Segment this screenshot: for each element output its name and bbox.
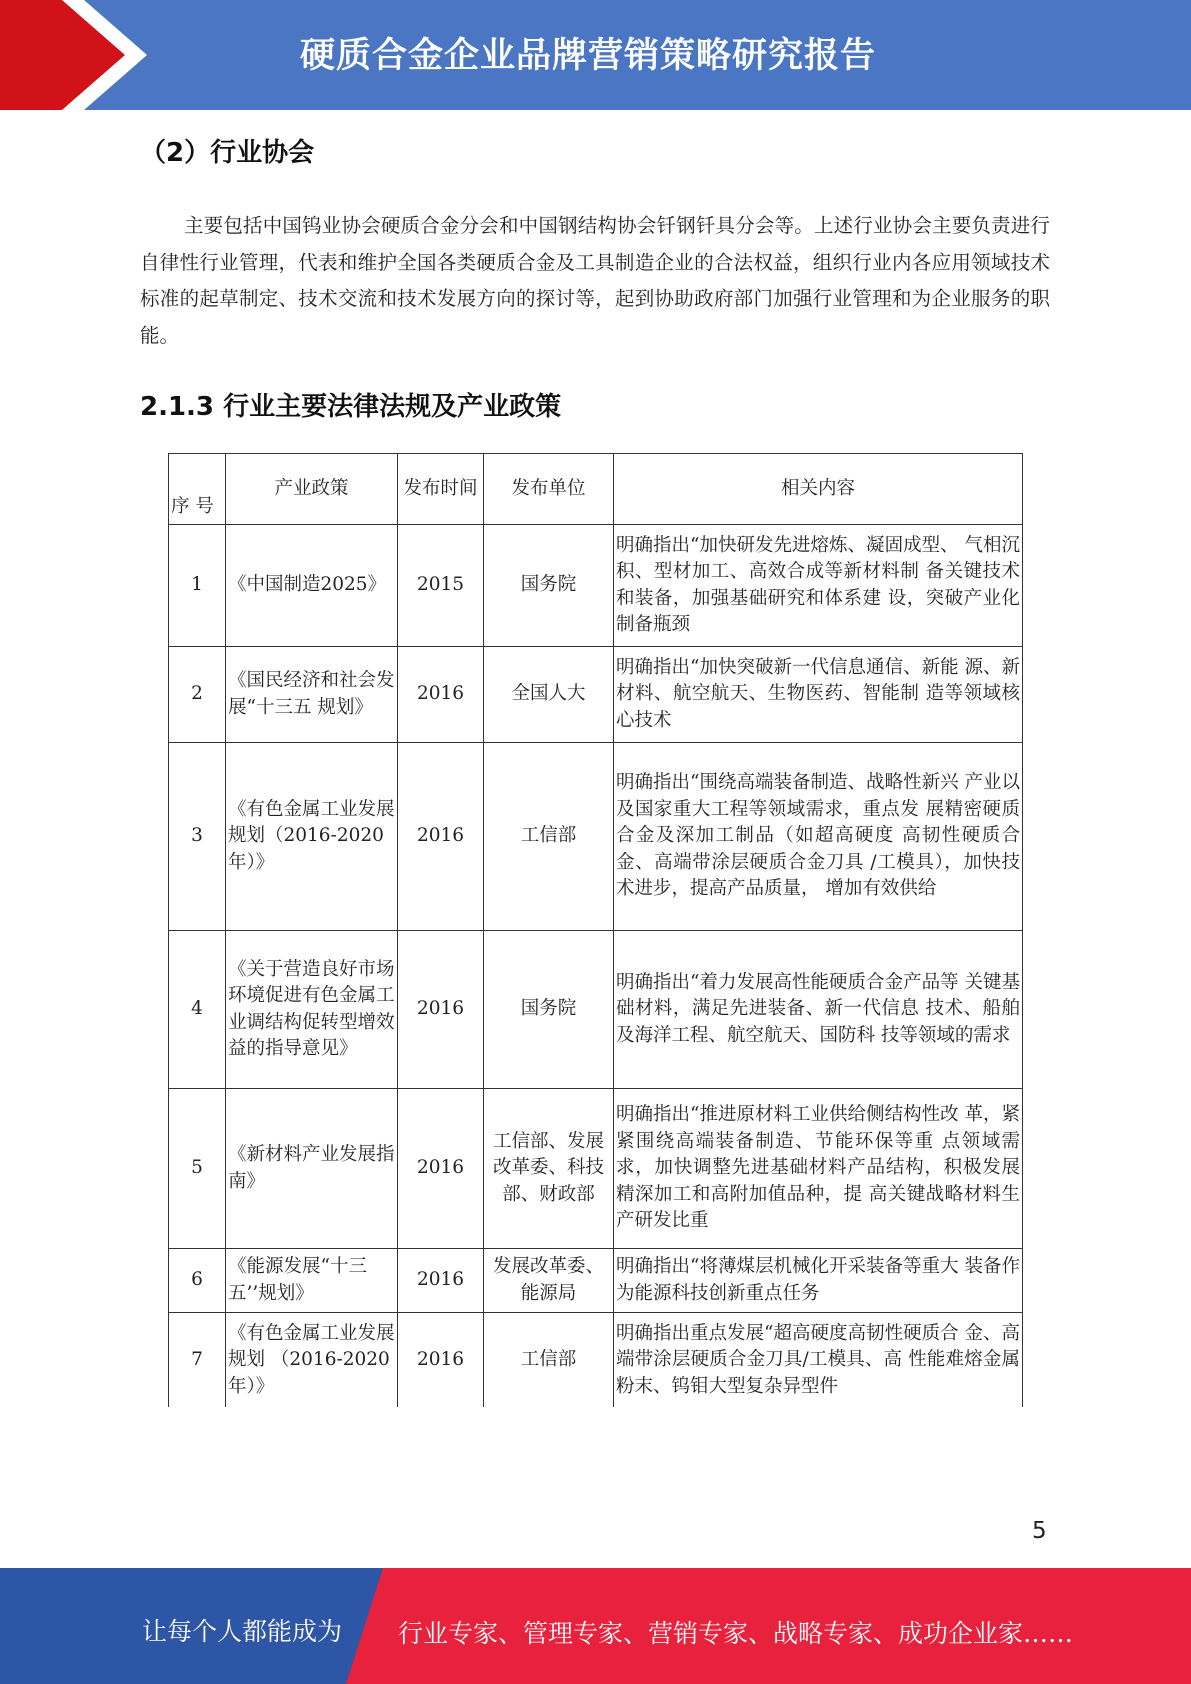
publish-unit: 发展改革委、能源局 [484,1249,614,1313]
publish-unit: 工信部、发展改革委、科技部、财政部 [484,1089,614,1249]
header-cell-unit: 发布单位 [484,454,614,525]
policy-name: 《关于营造良好市场环境促进有色金属工业调结构促转型增效益的指导意见》 [226,931,398,1089]
publish-unit: 全国人大 [484,647,614,743]
publish-year: 2016 [398,1313,484,1408]
publish-year: 2016 [398,743,484,931]
publish-unit: 国务院 [484,931,614,1089]
table-row [169,743,1023,931]
table-row [169,1249,1023,1313]
table-row [169,1089,1023,1249]
section-heading: 2.1.3 行业主要法律法规及产业政策 [140,392,562,422]
publish-unit: 国务院 [484,525,614,647]
row-number: 7 [169,1313,226,1408]
row-number: 5 [169,1089,226,1249]
header-cell-time: 发布时间 [398,454,484,525]
subsection-heading: （2）行业协会 [140,138,315,168]
policy-name: 《能源发展“十三五’’规划》 [226,1249,398,1313]
body-paragraph: 主要包括中国钨业协会硬质合金分会和中国钢结构协会钎钢钎具分会等。上述行业协会主要负责进行自律性行业管理，代表和维护全国各类硬质合金及工具制造企业的合法权益，组织行业内各应用领域技术标准的起草制定、技术交流和技术发展方向的探讨等，起到协助政府部门加强行业管理和为企业服务的职能。 [140,214,1050,347]
table-row [169,647,1023,743]
page-footer [0,1568,1191,1684]
policy-content: 明确指出“围绕高端装备制造、战略性新兴 产业以及国家重大工程等领域需求，重点发 展精密硬质合金及深加工制品（如超高硬度 高韧性硬质合金、高端带涂层硬质合金刀具 /工模具），加快技术进步，提高产品质量， 增加有效供给 [614,743,1023,931]
row-number: 4 [169,931,226,1089]
publish-unit: 工信部 [484,1313,614,1408]
row-number: 6 [169,1249,226,1313]
policy-content: 明确指出“将薄煤层机械化开采装备等重大 装备作为能源科技创新重点任务 [614,1249,1023,1313]
policy-name: 《中国制造2025》 [226,525,398,647]
policy-table-container [168,453,1023,1407]
row-number: 3 [169,743,226,931]
publish-unit: 工信部 [484,743,614,931]
page-header [0,0,1191,110]
publish-year: 2016 [398,931,484,1089]
header-cell-policy: 产业政策 [226,454,398,525]
publish-year: 2016 [398,647,484,743]
footer-slogan-left: 让每个人都能成为 [142,1617,343,1646]
row-number: 1 [169,525,226,647]
report-title: 硬质合金企业品牌营销策略研究报告 [300,36,877,76]
table-row [169,525,1023,647]
table-row [169,1313,1023,1408]
policy-name: 《新材料产业发展指南》 [226,1089,398,1249]
header-cell-content: 相关内容 [614,454,1023,525]
policy-name: 《有色金属工业发展规划（2016-2020 年）》 [226,743,398,931]
publish-year: 2016 [398,1249,484,1313]
policy-name: 《国民经济和社会发展“十三五 规划》 [226,647,398,743]
policy-content: 明确指出“着力发展高性能硬质合金产品等 关键基础材料，满足先进装备、新一代信息 技术、船舶及海洋工程、航空航天、国防科 技等领域的需求 [614,931,1023,1089]
policy-content: 明确指出重点发展“超高硬度高韧性硬质合 金、高端带涂层硬质合金刀具/工模具、高 性能难熔金属粉末、钨钼大型复杂异型件 [614,1313,1023,1408]
publish-year: 2016 [398,1089,484,1249]
policy-content: 明确指出“加快突破新一代信息通信、新能 源、新材料、航空航天、生物医药、智能制 造等领域核心技术 [614,647,1023,743]
policy-content: 明确指出“加快研发先进熔炼、凝固成型、 气相沉积、型材加工、高效合成等新材料制 备关键技术和装备，加强基础研究和体系建 设，突破产业化制备瓶颈 [614,525,1023,647]
publish-year: 2015 [398,525,484,647]
policy-content: 明确指出“推进原材料工业供给侧结构性改 革，紧紧围绕高端装备制造、节能环保等重 点领域需求，加快调整先进基础材料产品结构，积极发展精深加工和高附加值品种，提 高关键战略材料生产研发比重 [614,1089,1023,1249]
table-header-row [169,454,1023,525]
header-cell-no: 序 号 [169,454,226,525]
policy-name: 《有色金属工业发展规划 （2016-2020 年）》 [226,1313,398,1408]
row-number: 2 [169,647,226,743]
policy-table [168,453,1023,1407]
page-number: 5 [1032,1518,1047,1544]
footer-slogan-right: 行业专家、管理专家、营销专家、战略专家、成功企业家…… [398,1619,1074,1648]
table-row [169,931,1023,1089]
